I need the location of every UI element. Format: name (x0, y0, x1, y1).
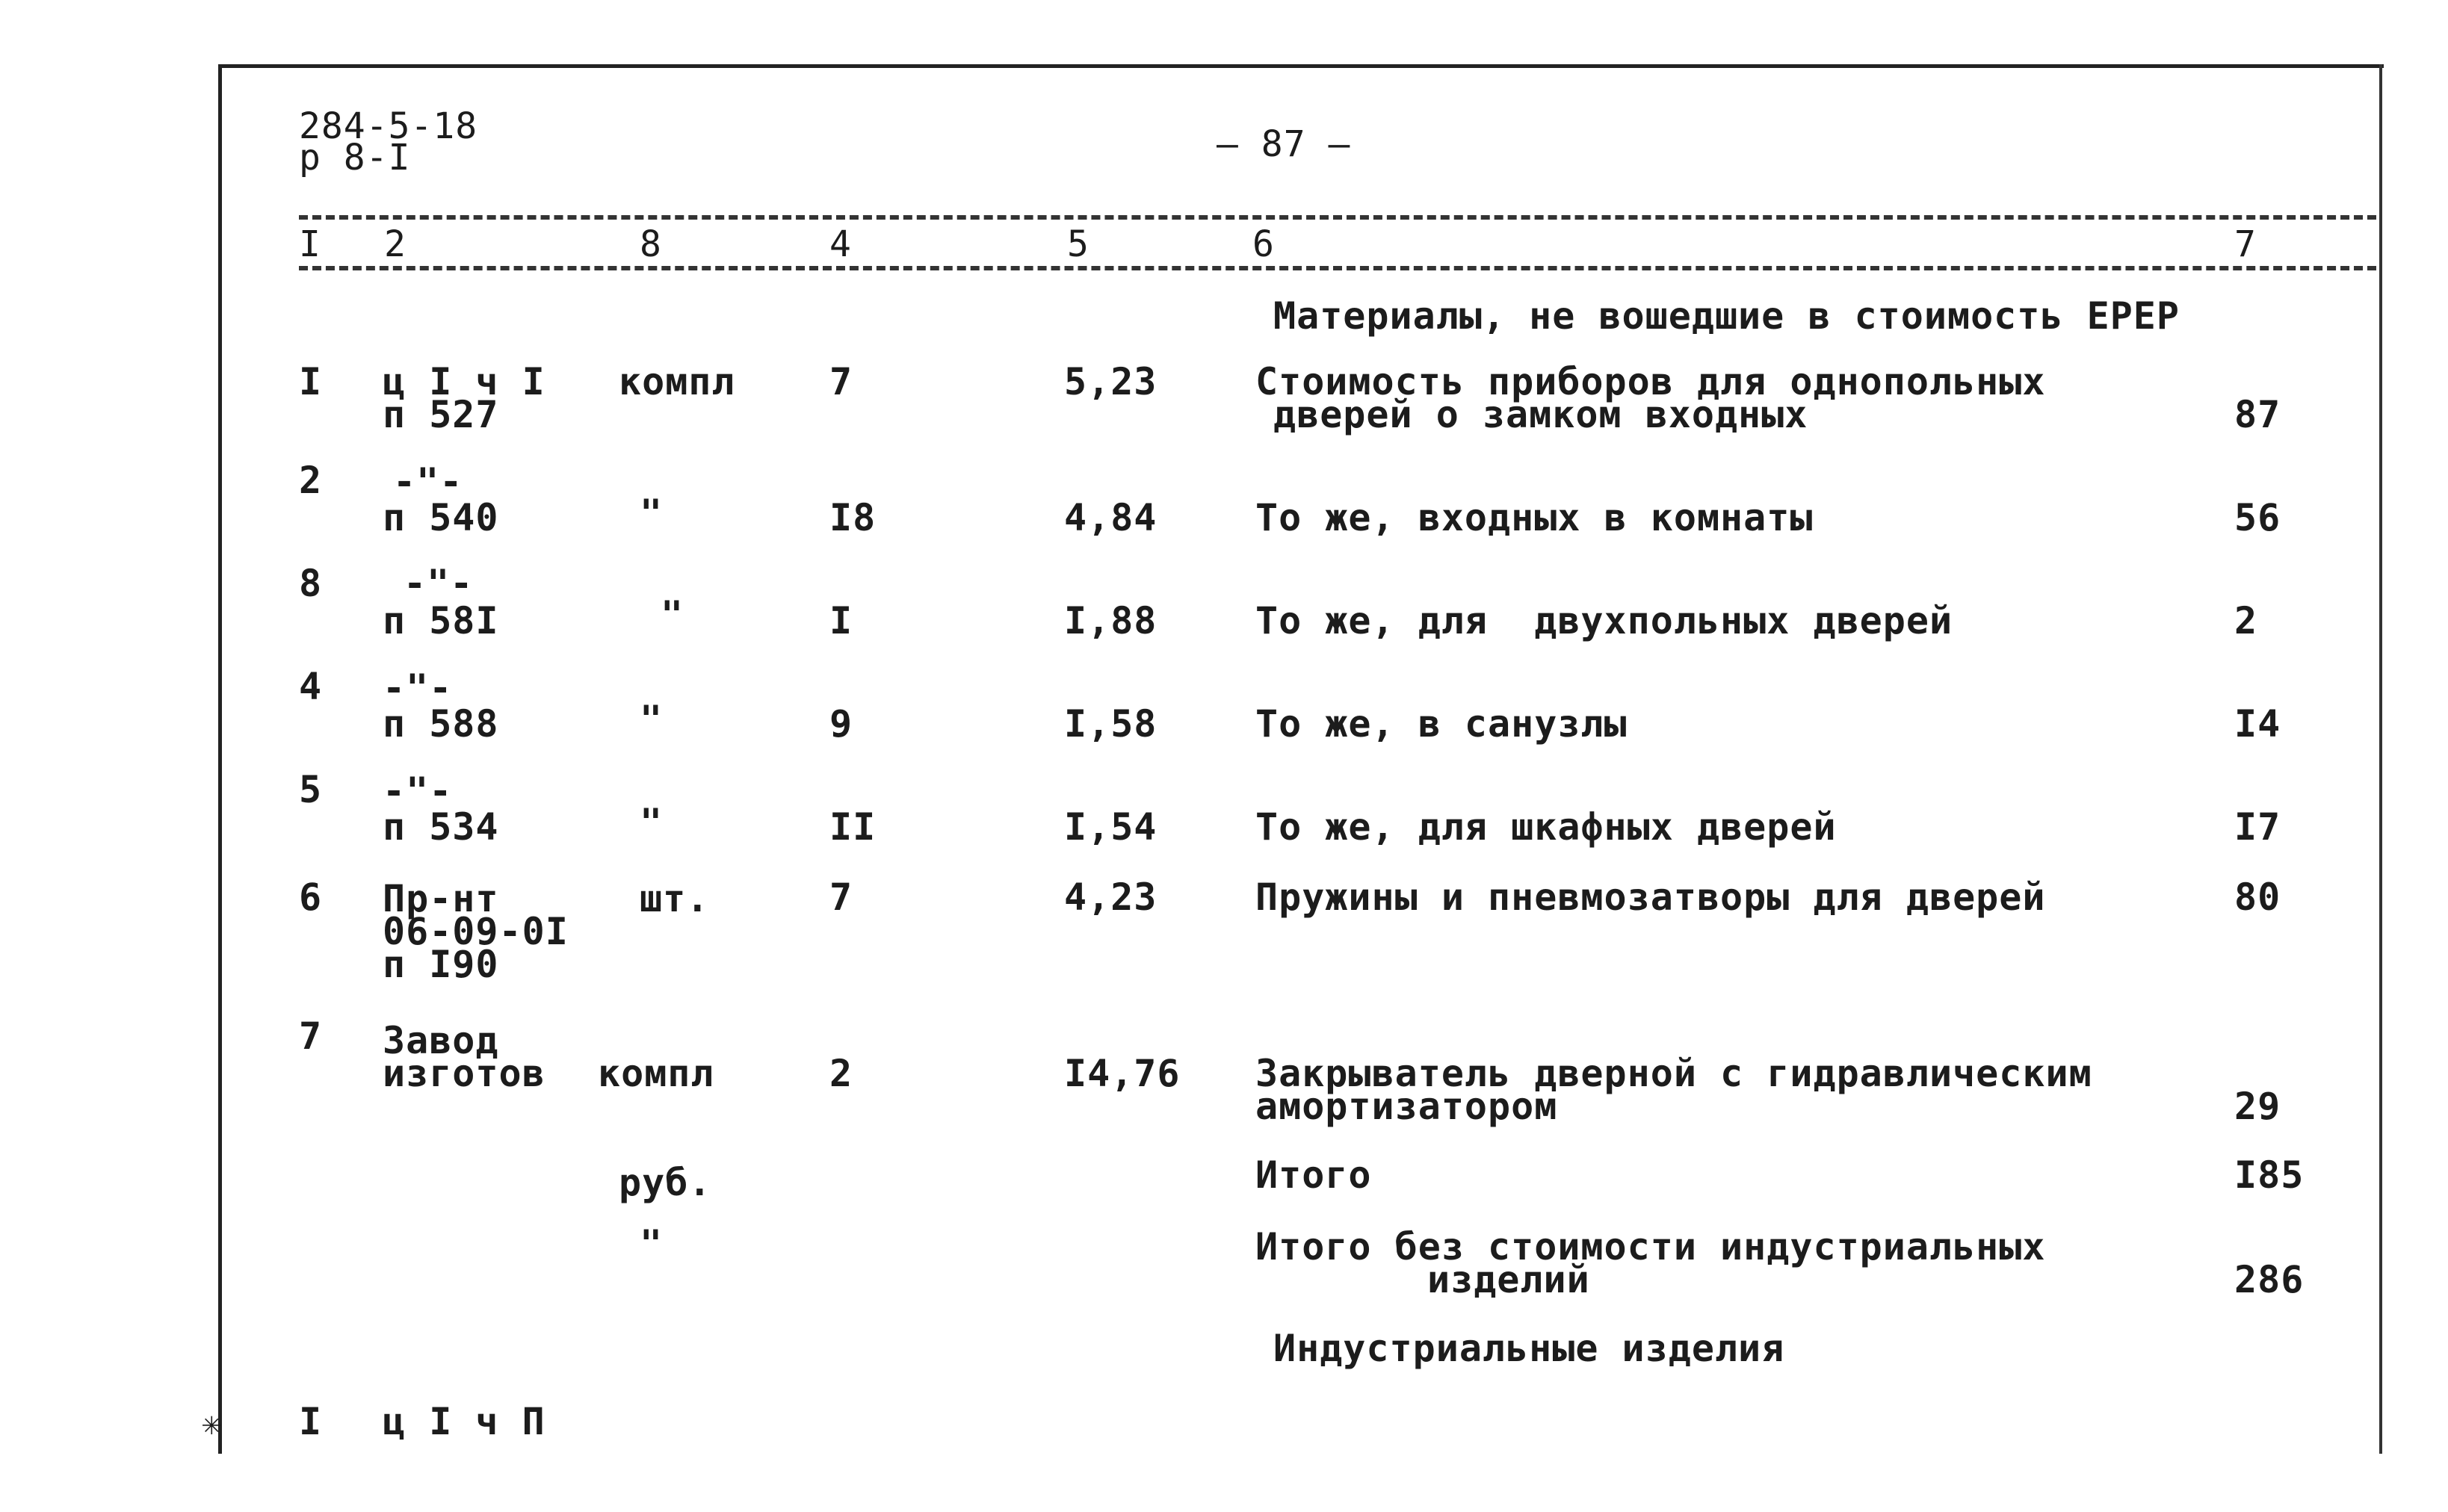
source-ref: п I90 (383, 943, 499, 986)
unit-price: 4,84 (1064, 496, 1157, 539)
source-ref: ц I ч I (383, 360, 545, 403)
col-header-1: I (299, 223, 321, 265)
unit-price: 5,23 (1064, 360, 1157, 403)
unit: " (640, 492, 664, 535)
total: 80 (2234, 876, 2281, 919)
total: I7 (2234, 805, 2281, 849)
quantity: 7 (829, 876, 853, 919)
item-name: То же, для двухпольных дверей (1255, 599, 1953, 642)
source-ref: -"- (383, 769, 453, 813)
doc-section: р 8-I (299, 137, 411, 179)
item-name: То же, в санузлы (1255, 702, 1628, 746)
unit: шт. (640, 877, 710, 920)
subtotal2-unit: " (640, 1222, 664, 1265)
source-ref: Пр-нт (383, 877, 499, 920)
unit: " (661, 593, 684, 636)
unit-price: I,88 (1064, 599, 1157, 642)
margin-mark-icon: ✳ (202, 1404, 222, 1443)
quantity: 2 (829, 1052, 853, 1095)
unit: " (640, 698, 664, 741)
row-number: I (299, 1400, 323, 1443)
item-name: То же, входных в комнаты (1255, 496, 1814, 539)
source-ref: изготов (383, 1052, 545, 1095)
quantity: I8 (829, 496, 877, 539)
source-ref: ц I ч П (383, 1400, 545, 1443)
col-header-6: 6 (1252, 223, 1275, 265)
col-header-5: 5 (1067, 223, 1089, 265)
page-frame-right (2379, 64, 2382, 1454)
total: 29 (2234, 1085, 2281, 1128)
source-ref: -"- (404, 562, 474, 605)
source-ref: -"- (393, 460, 463, 504)
total: 2 (2234, 599, 2258, 642)
source-ref: -"- (383, 666, 453, 710)
header-rule-top (299, 215, 2376, 220)
item-name: Стоимость приборов для однопольных (1255, 360, 2046, 403)
subtotal-value: I85 (2234, 1153, 2305, 1197)
unit: компл (598, 1052, 714, 1095)
subtotal-unit: руб. (619, 1161, 712, 1204)
row-number: 6 (299, 876, 323, 919)
row-number: 8 (299, 562, 323, 605)
quantity: 7 (829, 360, 853, 403)
row-number: 2 (299, 459, 323, 502)
page-frame-left (218, 64, 222, 1454)
row-number: 5 (299, 768, 323, 811)
item-name: То же, для шкафных дверей (1255, 805, 1837, 849)
item-name: Пружины и пневмозатворы для дверей (1255, 876, 2046, 919)
col-header-3: 8 (640, 223, 662, 265)
quantity: 9 (829, 702, 853, 746)
unit-price: 4,23 (1064, 876, 1157, 919)
page-number: — 87 — (1217, 123, 1351, 165)
source-ref: Завод (383, 1019, 499, 1062)
row-number: 7 (299, 1014, 323, 1058)
col-header-2: 2 (384, 223, 407, 265)
col-header-4: 4 (829, 223, 852, 265)
unit: " (640, 801, 664, 844)
quantity: II (829, 805, 877, 849)
section-title-materials: Материалы, не вошедшие в стоимость ЕРЕР (1273, 294, 2180, 338)
subtotal2-label: Итого без стоимости индустриальных (1255, 1225, 2046, 1268)
item-name: Закрыватель дверной с гидравлическим (1255, 1052, 2092, 1095)
total: 56 (2234, 496, 2281, 539)
unit-price: I,54 (1064, 805, 1157, 849)
source-ref: п 534 (383, 805, 499, 849)
row-number: 4 (299, 665, 323, 708)
source-ref: 06-09-0I (383, 910, 569, 953)
unit: компл (619, 360, 735, 403)
item-name: дверей о замком входных (1273, 393, 1808, 436)
source-ref: п 540 (383, 496, 499, 539)
header-rule-bottom (299, 266, 2376, 270)
page-frame-top (218, 64, 2384, 68)
total: I4 (2234, 702, 2281, 746)
total: 87 (2234, 393, 2281, 436)
section-title-industrial: Индустриальные изделия (1273, 1327, 1785, 1370)
source-ref: п 527 (383, 393, 499, 436)
doc-code: 284-5-18 (299, 105, 478, 147)
subtotal-label: Итого (1255, 1153, 1372, 1197)
unit-price: I,58 (1064, 702, 1157, 746)
subtotal2-value: 286 (2234, 1258, 2305, 1301)
item-name: амортизатором (1255, 1085, 1558, 1128)
unit-price: I4,76 (1064, 1052, 1181, 1095)
col-header-7: 7 (2234, 223, 2257, 265)
row-number: I (299, 360, 323, 403)
subtotal2-label: изделий (1427, 1258, 1590, 1301)
source-ref: п 58I (383, 599, 499, 642)
quantity: I (829, 599, 853, 642)
source-ref: п 588 (383, 702, 499, 746)
